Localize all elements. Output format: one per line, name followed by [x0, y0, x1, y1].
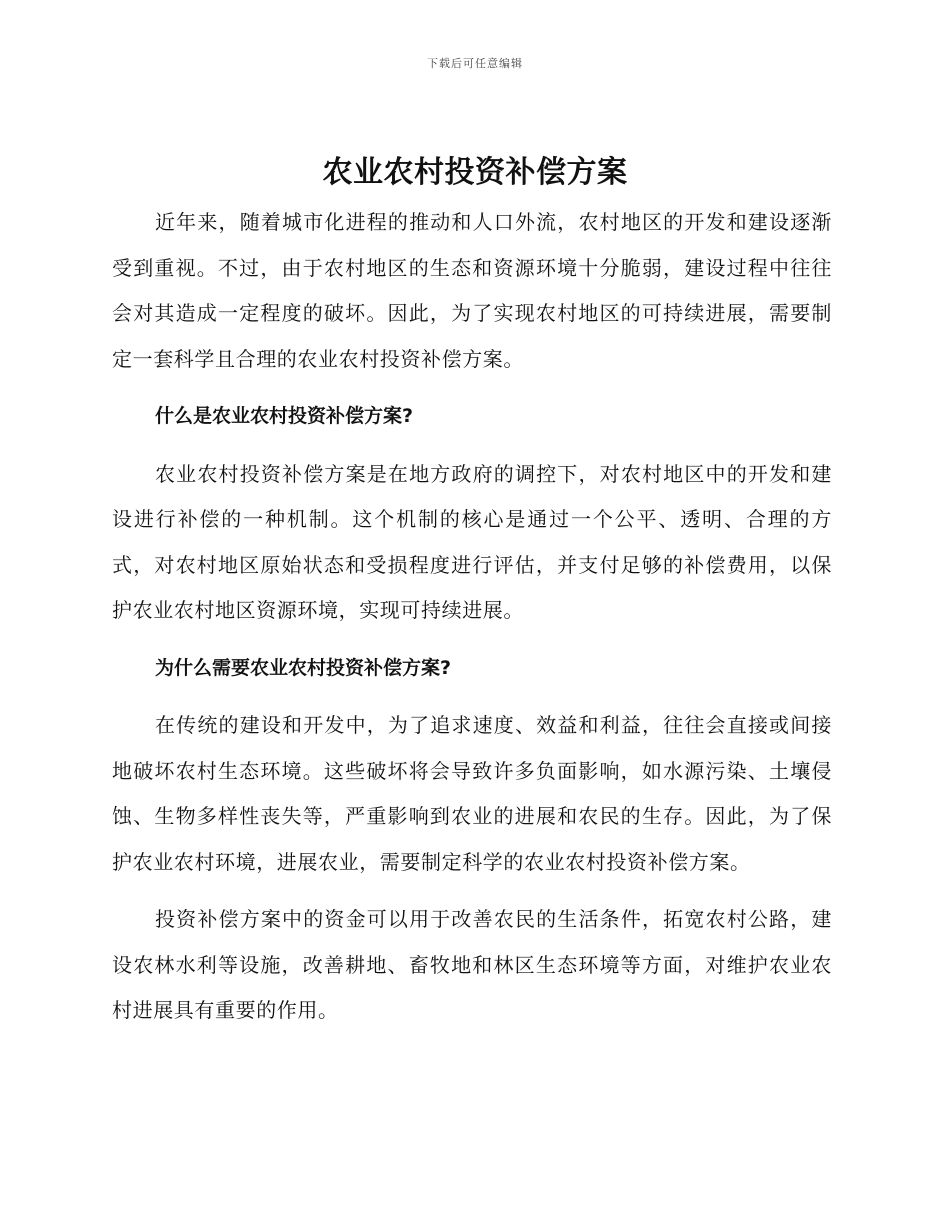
- intro-paragraph: 近年来，随着城市化进程的推动和人口外流，农村地区的开发和建设逐渐受到重视。不过，由于农村地区的生态和资源环境十分脆弱，建设过程中往往会对其造成一定程度的破坏。因此，为了实现农村地区的可持续进展，需要制定一套科学且合理的农业农村投资补偿方案。: [112, 210, 832, 371]
- paragraph-definition: 农业农村投资补偿方案是在地方政府的调控下，对农村地区中的开发和建设进行补偿的一种机制。这个机制的核心是通过一个公平、透明、合理的方式，对农村地区原始状态和受损程度进行评估，并支付足够的补偿费用，以保护农业农村地区资源环境，实现可持续进展。: [112, 461, 832, 622]
- section-heading-why: 为什么需要农业农村投资补偿方案?: [155, 656, 452, 679]
- paragraph-reason: 在传统的建设和开发中，为了追求速度、效益和利益，往往会直接或间接地破坏农村生态环境。这些破坏将会导致许多负面影响，如水源污染、土壤侵蚀、生物多样性丧失等，严重影响到农业的进展和农民的生存。因此，为了保护农业农村环境，进展农业，需要制定科学的农业农村投资补偿方案。: [112, 713, 832, 874]
- header-note: 下载后可任意编辑: [427, 57, 523, 70]
- paragraph-funds-usage: 投资补偿方案中的资金可以用于改善农民的生活条件，拓宽农村公路，建设农林水利等设施，改善耕地、畜牧地和林区生态环境等方面，对维护农业农村进展具有重要的作用。: [112, 907, 832, 1022]
- document-title: 农业农村投资补偿方案: [322, 155, 628, 190]
- section-heading-what: 什么是农业农村投资补偿方案?: [155, 405, 414, 427]
- document-body: [112, 200, 832, 1034]
